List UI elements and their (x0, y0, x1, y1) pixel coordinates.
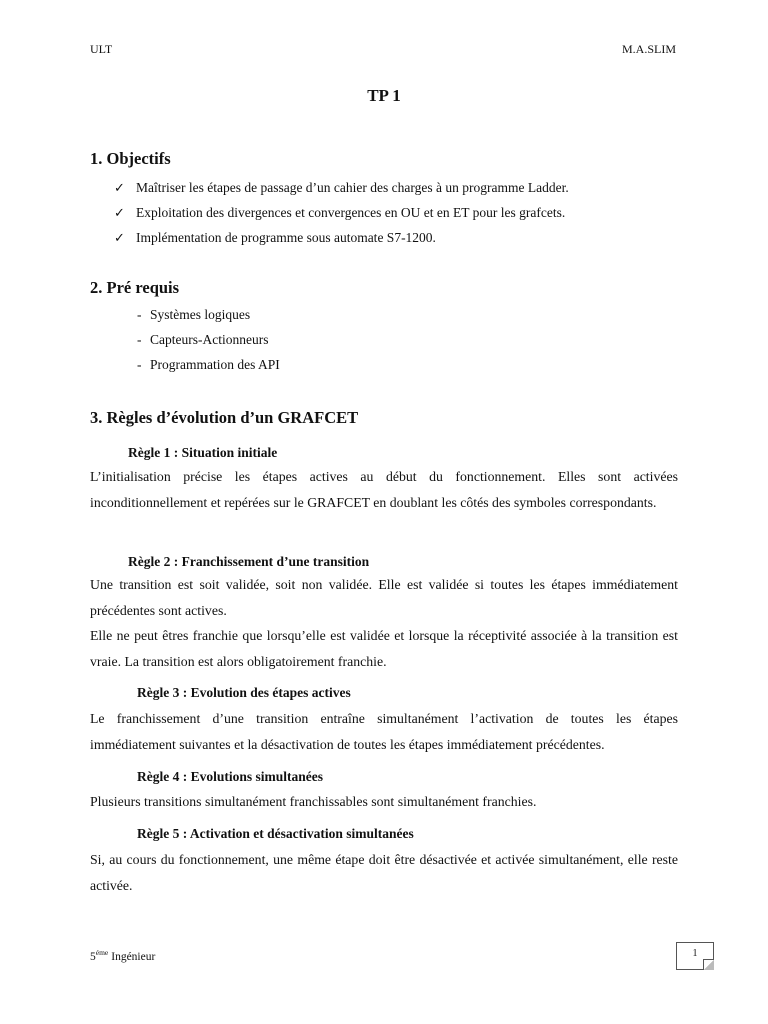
page-number: 1 (692, 948, 698, 959)
rule-title: Règle 5 : Activation et désactivation simultanées (137, 826, 414, 841)
prerequisite-item (137, 307, 250, 323)
footer-label (90, 948, 155, 963)
objective-text: Implémentation de programme sous automate S7-1200. (136, 230, 436, 245)
header-left: ULT (90, 42, 113, 56)
objective-item (114, 205, 565, 221)
dash-bullet: - (137, 332, 142, 347)
rule-paragraph: L’initialisation précise les étapes actives au début du fonctionnement. Elles sont activées inconditionnellement et repérées sur le GRAFCET en doublant les côtés des symboles correspondants. (90, 469, 678, 510)
page-title: TP 1 (367, 86, 401, 105)
objective-text: Maîtriser les étapes de passage d’un cahier des charges à un programme Ladder. (136, 180, 569, 195)
footer-number: 5 (90, 951, 96, 963)
header-right: M.A.SLIM (621, 42, 676, 56)
footer-text: Ingénieur (111, 951, 156, 963)
rule-paragraph: Une transition est soit validée, soit non validée. Elle est validée si toutes les étapes immédiatement précédentes sont actives. (90, 577, 678, 618)
prerequisite-item (137, 357, 280, 373)
rule-title: Règle 4 : Evolutions simultanées (137, 769, 324, 784)
check-mark-icon: ✓ (114, 181, 125, 196)
section-heading-regles: 3. Règles d’évolution d’un GRAFCET (90, 408, 359, 427)
section-heading-prerequis: 2. Pré requis (90, 278, 180, 297)
rule-paragraph: Le franchissement d’une transition entraîne simultanément l’activation de toutes les étapes immédiatement suivantes et la désactivation de toutes les étapes immédiatement précédentes. (90, 711, 678, 752)
prerequisite-text: Systèmes logiques (150, 307, 251, 322)
page-number-box (676, 942, 714, 970)
prerequisite-item (137, 332, 268, 348)
section-heading-objectifs: 1. Objectifs (90, 149, 171, 168)
rule-title: Règle 2 : Franchissement d’une transition (128, 554, 370, 569)
objective-text: Exploitation des divergences et convergences en OU et en ET pour les grafcets. (136, 205, 566, 220)
footer-superscript: éme (95, 948, 109, 957)
page-fold-icon (703, 959, 714, 970)
check-mark-icon: ✓ (114, 231, 125, 246)
check-mark-icon: ✓ (114, 206, 125, 221)
dash-bullet: - (137, 357, 142, 372)
objective-item (114, 230, 436, 246)
prerequisite-text: Capteurs-Actionneurs (150, 332, 269, 347)
rule-paragraph: Plusieurs transitions simultanément franchissables sont simultanément franchies. (90, 794, 537, 809)
rule-paragraph: Elle ne peut êtres franchie que lorsqu’elle est validée et lorsque la réceptivité associée à la transition est vraie. La transition est alors obligatoirement franchie. (90, 628, 678, 669)
rule-title: Règle 3 : Evolution des étapes actives (137, 685, 351, 700)
rule-title: Règle 1 : Situation initiale (128, 445, 278, 460)
dash-bullet: - (137, 307, 142, 322)
rule-paragraph: Si, au cours du fonctionnement, une même étape doit être désactivée et activée simultanément, elle reste activée. (90, 852, 678, 893)
objective-item (114, 180, 569, 196)
prerequisite-text: Programmation des API (150, 357, 280, 372)
